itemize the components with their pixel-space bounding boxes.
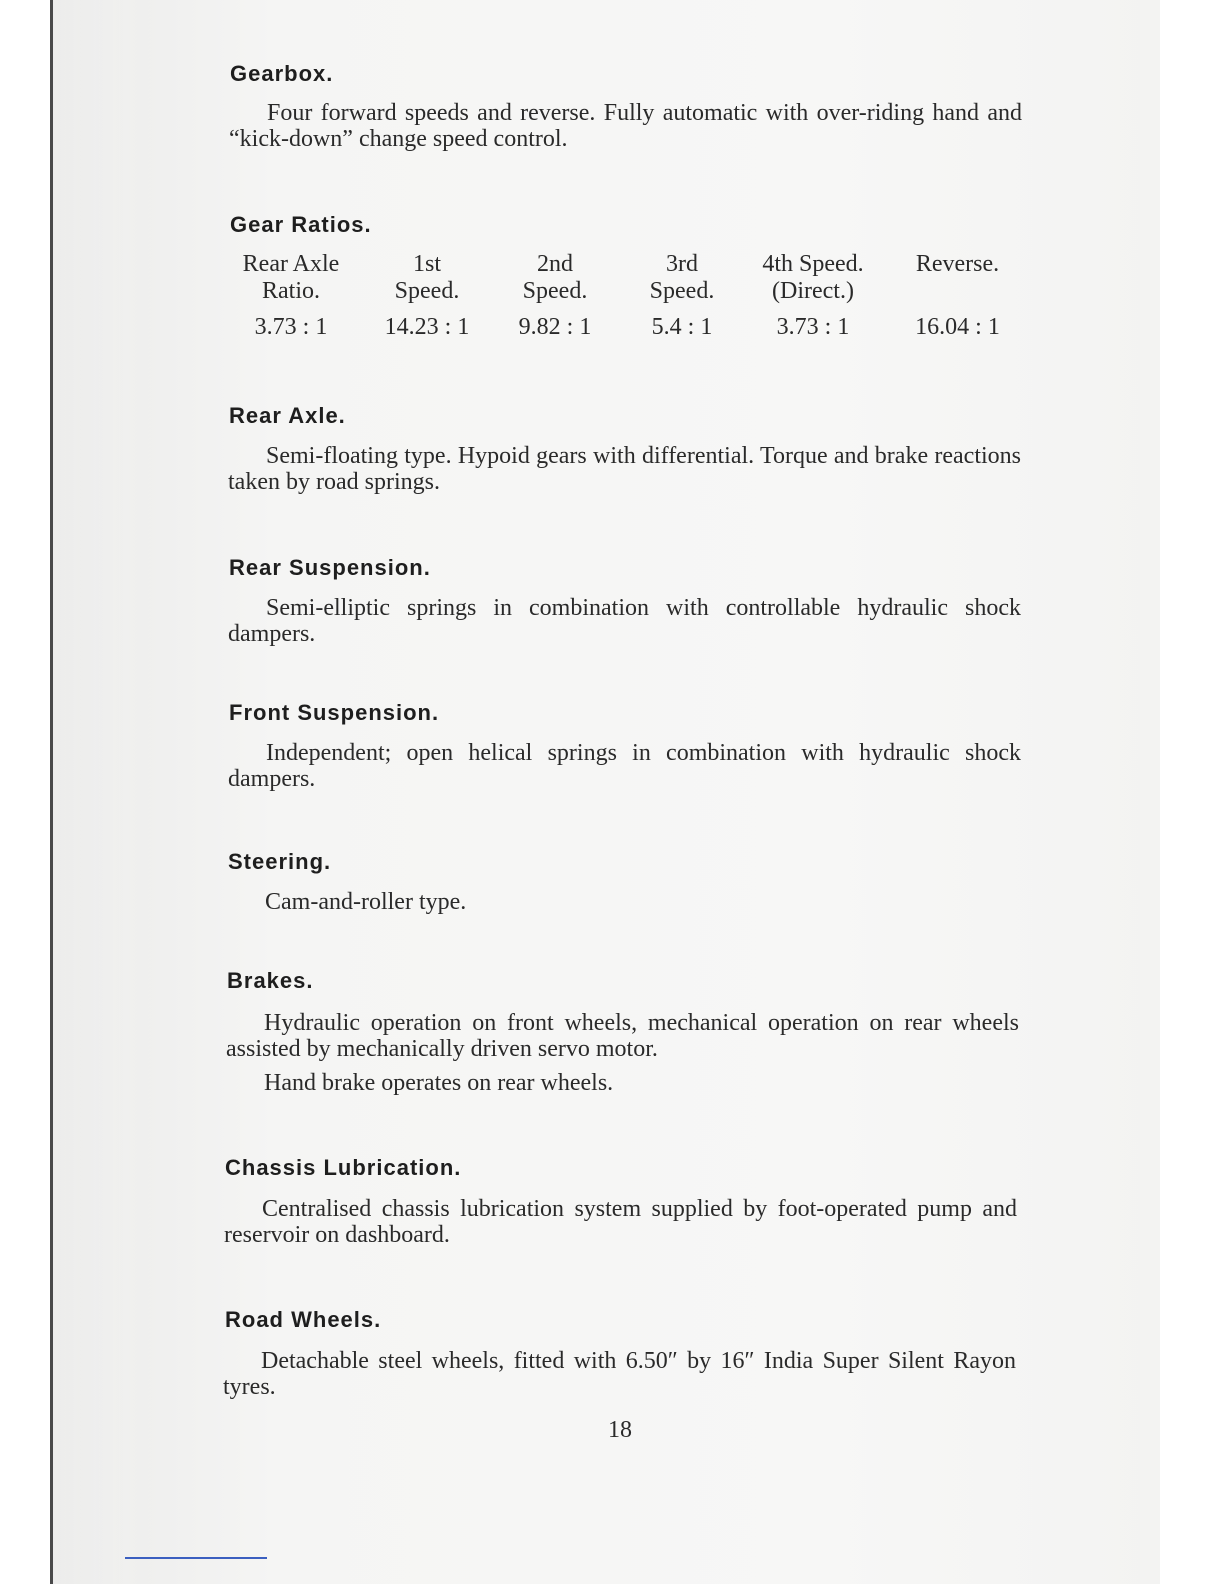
ratio-value-2nd: 9.82 : 1 [518,314,592,340]
ratio-header-line2: (Direct.) [772,278,854,304]
section-heading-chassis-lubrication: Chassis Lubrication. [225,1155,462,1180]
section-heading-gear-ratios: Gear Ratios. [230,212,372,237]
section-text-gearbox: Four forward speeds and reverse. Fully automatic with over-riding hand and “kick-down” change speed control. [229,100,1022,152]
section-heading-rear-axle: Rear Axle. [229,403,346,428]
section-text-rear-axle: Semi-floating type. Hypoid gears with differential. Torque and brake reactions taken by road springs. [228,443,1021,495]
ratio-header-line1: Reverse. [915,251,1000,277]
section-heading-road-wheels: Road Wheels. [225,1307,382,1332]
ratio-header-line2: Speed. [522,278,588,304]
ratio-header-line1: 4th Speed. [762,251,864,277]
ratio-header-3rd [627,251,737,305]
ratio-value-reverse: 16.04 : 1 [915,314,1000,340]
section-text-road-wheels: Detachable steel wheels, fitted with 6.50″ by 16″ India Super Silent Rayon tyres. [223,1348,1016,1400]
ratio-header-1st [372,251,482,305]
section-text-rear-suspension: Semi-elliptic springs in combination with controllable hydraulic shock dampers. [228,595,1021,647]
section-heading-steering: Steering. [228,849,332,874]
ratio-value-1st: 14.23 : 1 [384,314,470,340]
section-heading-brakes: Brakes. [227,968,314,993]
ratio-header-line1: 2nd [537,251,573,277]
ratio-header-line1: 3rd [666,251,698,277]
ratio-header-line2: Ratio. [262,278,320,304]
section-heading-gearbox: Gearbox. [230,61,334,86]
ratio-header-line1: 1st [412,251,441,277]
scan-bottom-line [125,1557,267,1559]
ratio-value-3rd: 5.4 : 1 [651,314,713,340]
ratio-value-4th: 3.73 : 1 [776,314,850,340]
section-text-brakes-hand: Hand brake operates on rear wheels. [264,1070,614,1096]
page-shadow [53,0,128,1584]
ratio-header-reverse [900,251,1015,278]
page-paper [53,0,1160,1584]
ratio-value-rear-axle: 3.73 : 1 [254,314,328,340]
section-text-steering: Cam-and-roller type. [265,889,467,915]
ratio-header-line2: Speed. [394,278,460,304]
section-text-chassis-lubrication: Centralised chassis lubrication system supplied by foot-operated pump and reservoir on dashboard. [224,1196,1017,1248]
section-text-front-suspension: Independent; open helical springs in combination with hydraulic shock dampers. [228,740,1021,792]
ratio-header-4th [748,251,878,305]
section-heading-rear-suspension: Rear Suspension. [229,555,431,580]
section-heading-front-suspension: Front Suspension. [229,700,440,725]
ratio-header-line1: Rear Axle [242,251,340,277]
ratio-header-line2: Speed. [649,278,715,304]
page-number: 18 [608,1417,632,1443]
ratio-header-2nd [500,251,610,305]
ratio-header-rear-axle [226,251,356,305]
section-text-brakes: Hydraulic operation on front wheels, mechanical operation on rear wheels assisted by mechanically driven servo motor. [226,1010,1019,1062]
